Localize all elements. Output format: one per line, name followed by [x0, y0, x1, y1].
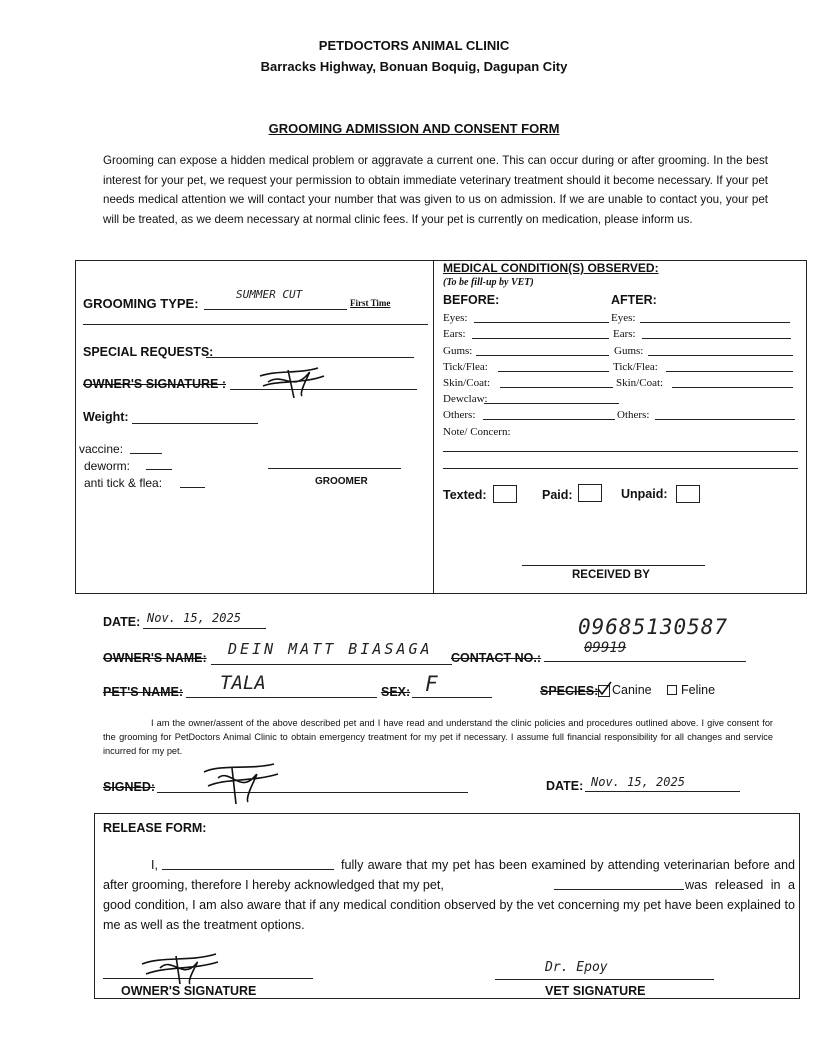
form-title: GROOMING ADMISSION AND CONSENT FORM	[268, 121, 560, 136]
intro-paragraph: Grooming can expose a hidden medical problem or aggravate a current one. This can occur during or after grooming. In the best interest for your pet, we request your permission to obtain immediate veterinary treatment should it become necessary. If your pet needs medical attention we will contact your number that was given to us on admission. If we are unable to contact you, your pet will be treated, as we deem necessary at normal clinic fees. If your pet is currently on medication, please inform us.	[103, 154, 768, 226]
sex-line[interactable]	[412, 697, 492, 698]
after-eyes-line[interactable]	[640, 322, 790, 323]
note-line-1[interactable]	[443, 451, 798, 452]
grooming-type-value[interactable]: SUMMER CUT	[236, 288, 303, 301]
date2-value[interactable]: Nov. 15, 2025	[591, 775, 685, 789]
species-label: SPECIES:	[540, 684, 599, 698]
pets-name-value[interactable]: TALA	[220, 672, 266, 694]
texted-label: Texted:	[443, 488, 487, 502]
release-owner-signature-mark	[140, 950, 220, 986]
owner-signature-mark	[258, 362, 328, 402]
contact-no-value[interactable]: 09685130587	[578, 615, 729, 639]
unpaid-label: Unpaid:	[621, 487, 668, 501]
vet-signature-value: Dr. Epoy	[545, 960, 608, 975]
received-by-label: RECEIVED BY	[572, 569, 650, 581]
pets-name-label: PET'S NAME:	[103, 685, 184, 699]
date2-line[interactable]	[585, 791, 740, 792]
vaccine-line[interactable]	[130, 453, 162, 454]
after-others-line[interactable]	[655, 419, 795, 420]
note-concern-label: Note/ Concern:	[443, 426, 511, 438]
groomer-label: GROOMER	[315, 476, 368, 487]
received-by-line[interactable]	[522, 565, 705, 566]
check-mark-icon	[596, 680, 612, 696]
special-requests-line[interactable]	[206, 357, 414, 358]
after-skincoat-line[interactable]	[672, 387, 793, 388]
after-label: AFTER:	[611, 293, 657, 307]
pets-name-line[interactable]	[186, 697, 377, 698]
signed-label: SIGNED:	[103, 780, 156, 794]
before-others-label: Others:	[443, 409, 476, 421]
groomer-line[interactable]	[268, 468, 401, 469]
before-dewclaw-line[interactable]	[484, 403, 619, 404]
after-eyes-label: Eyes:	[611, 312, 636, 324]
before-skincoat-line[interactable]	[500, 387, 613, 388]
feline-checkbox[interactable]	[667, 685, 677, 695]
before-eyes-line[interactable]	[474, 322, 609, 323]
before-others-line[interactable]	[483, 419, 615, 420]
anti-tick-line[interactable]	[180, 487, 205, 488]
note-line-2[interactable]	[443, 468, 798, 469]
sex-label: SEX:	[381, 685, 411, 699]
contact-no-crossed: 09919	[584, 640, 627, 656]
after-tickflea-label: Tick/Flea:	[613, 361, 658, 373]
release-text-i: I,	[151, 858, 158, 872]
deworm-line[interactable]	[146, 469, 172, 470]
owners-name-label: OWNER'S NAME:	[103, 651, 207, 665]
release-text-end: was released in a good condition, I am also aware that if any medical condition observed by the vet concerning my pet have been explained to me as well as the treatment options.	[103, 878, 795, 932]
paid-checkbox[interactable]	[578, 484, 602, 502]
unpaid-checkbox[interactable]	[676, 485, 700, 503]
after-ears-line[interactable]	[642, 338, 791, 339]
contact-no-line[interactable]	[544, 661, 746, 662]
owners-name-value[interactable]: DEIN MATT BIASAGA	[228, 640, 433, 658]
special-requests-label: SPECIAL REQUESTS:	[83, 345, 214, 359]
release-text-main: fully aware that my pet has been examined by attending veterinarian before and after grooming, therefore I hereby acknowledged that my pet,	[103, 858, 795, 892]
date-label: DATE:	[103, 615, 141, 629]
owners-name-line[interactable]	[211, 664, 452, 665]
after-others-label: Others:	[617, 409, 650, 421]
weight-line[interactable]	[132, 423, 258, 424]
before-tickflea-line[interactable]	[498, 371, 609, 372]
before-ears-line[interactable]	[472, 338, 609, 339]
medical-title: MEDICAL CONDITION(S) OBSERVED:	[443, 261, 659, 275]
before-tickflea-label: Tick/Flea:	[443, 361, 488, 373]
before-ears-label: Ears:	[443, 328, 466, 340]
contact-no-label: CONTACT NO.:	[451, 651, 542, 665]
grooming-type-line-2	[83, 324, 428, 325]
after-gums-label: Gums:	[614, 345, 644, 357]
consent-paragraph: I am the owner/assent of the above described pet and I have read and understand the clinic policies and procedures outlined above. I give consent for the grooming for PetDoctors Animal Clinic to obtain emergency treatment for my pet if necessary. I assume full financial responsibility for all changes and service incurred for my pet.	[103, 718, 773, 756]
signed-signature-mark	[200, 760, 280, 806]
medical-subtitle: (To be fill-up by VET)	[443, 277, 534, 288]
anti-tick-label: anti tick & flea:	[84, 476, 163, 490]
before-eyes-label: Eyes:	[443, 312, 468, 324]
first-time-label: First Time	[350, 298, 391, 308]
release-form-title: RELEASE FORM:	[103, 821, 207, 835]
clinic-name: PETDOCTORS ANIMAL CLINIC	[318, 38, 510, 53]
before-gums-line[interactable]	[476, 355, 609, 356]
before-skincoat-label: Skin/Coat:	[443, 377, 491, 389]
paid-label: Paid:	[542, 488, 573, 502]
vet-signature-line[interactable]	[495, 979, 714, 980]
canine-label: Canine	[612, 683, 652, 697]
before-gums-label: Gums:	[443, 345, 473, 357]
date-value[interactable]: Nov. 15, 2025	[147, 611, 241, 625]
before-dewclaw-label: Dewclaw:	[443, 393, 488, 405]
box-divider	[433, 260, 434, 594]
deworm-label: deworm:	[84, 459, 131, 473]
weight-label: Weight:	[83, 410, 129, 424]
texted-checkbox[interactable]	[493, 485, 517, 503]
after-ears-label: Ears:	[613, 328, 636, 340]
feline-label: Feline	[681, 683, 716, 697]
before-label: BEFORE:	[443, 293, 500, 307]
clinic-address: Barracks Highway, Bonuan Boquig, Dagupan City	[260, 59, 568, 74]
after-tickflea-line[interactable]	[666, 371, 793, 372]
after-gums-line[interactable]	[648, 355, 793, 356]
sex-value[interactable]: F	[425, 672, 438, 696]
after-skincoat-label: Skin/Coat:	[616, 377, 664, 389]
vet-signature-label: VET SIGNATURE	[545, 984, 646, 998]
grooming-type-line	[204, 309, 347, 310]
grooming-type-label: GROOMING TYPE:	[83, 296, 199, 311]
owner-signature-label: OWNER'S SIGNATURE :	[83, 377, 227, 391]
date-line[interactable]	[143, 628, 266, 629]
vaccine-label: vaccine:	[79, 442, 124, 456]
release-owner-signature-label: OWNER'S SIGNATURE	[121, 984, 257, 998]
date2-label: DATE:	[546, 779, 584, 793]
